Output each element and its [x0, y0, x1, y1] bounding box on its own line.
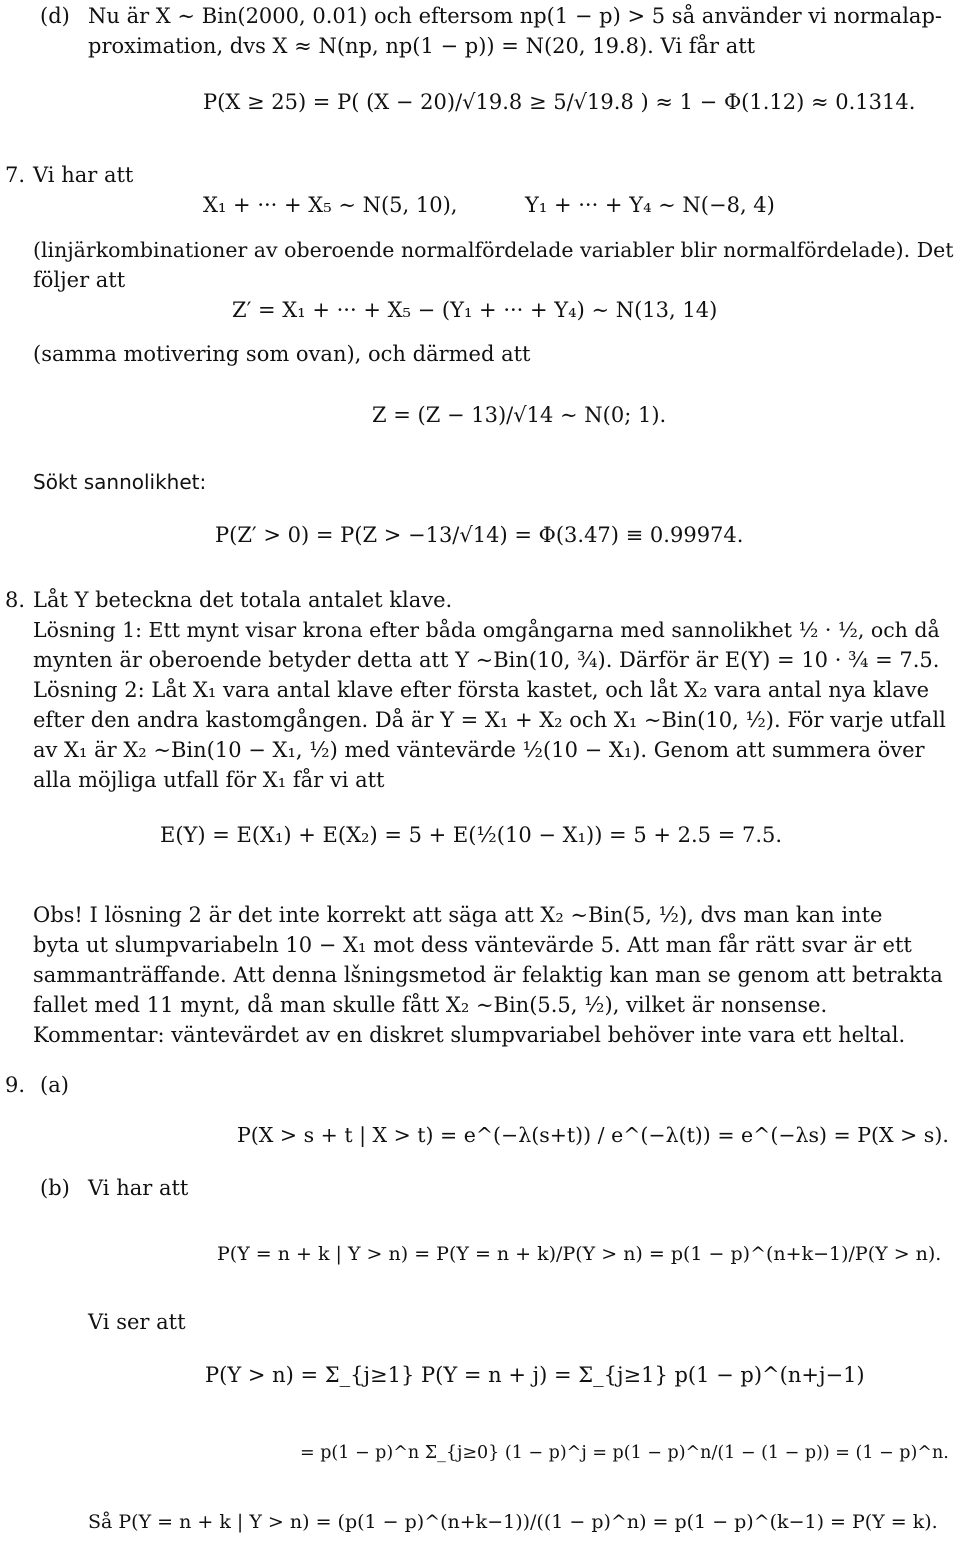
- problem-7-line-1: (linjärkombinationer av oberoende normalfördelade variabler blir normalfördelade). Det: [33, 238, 954, 262]
- problem-8-line-1: Låt Y beteckna det totala antalet klave.: [33, 588, 453, 612]
- problem-7-intro: Vi har att: [33, 163, 134, 187]
- problem-7-eq-4: Z = (Z − 13)/√14 ∼ N(0; 1).: [372, 403, 667, 427]
- problem-d-line-2: proximation, dvs X ≈ N(np, np(1 − p)) = N(20, 19.8). Vi får att: [88, 34, 756, 58]
- problem-9b-intro: Vi har att: [88, 1176, 189, 1200]
- problem-9b-eq-3: = p(1 − p)^n Σ_{j≥0} (1 − p)^j = p(1 − p)^n/(1 − (1 − p)) = (1 − p)^n.: [300, 1443, 949, 1463]
- problem-8-number: 8.: [5, 588, 26, 612]
- problem-9b-eq-2: P(Y > n) = Σ_{j≥1} P(Y = n + j) = Σ_{j≥1} p(1 − p)^(n+j−1): [205, 1363, 865, 1387]
- problem-d-line-1: Nu är X ∼ Bin(2000, 0.01) och eftersom np(1 − p) > 5 så använder vi normalap-: [88, 4, 942, 28]
- problem-8-line-3: mynten är oberoende betyder detta att Y ∼Bin(10, ¾). Därför är E(Y) = 10 · ¾ = 7.5.: [33, 648, 940, 672]
- comment-line: Kommentar: väntevärdet av en diskret slumpvariabel behöver inte vara ett heltal.: [33, 1023, 906, 1047]
- problem-7-eq-2: Y₁ + ··· + Y₄ ∼ N(−8, 4): [525, 193, 775, 217]
- problem-8-line-4: Lösning 2: Låt X₁ vara antal klave efter första kastet, och låt X₂ vara antal nya klave: [33, 678, 930, 702]
- problem-9-number: 9.: [5, 1073, 26, 1097]
- obs-line-3: sammanträffande. Att denna lšningsmetod är felaktig kan man se genom att betrakta: [33, 963, 943, 987]
- problem-8-equation: E(Y) = E(X₁) + E(X₂) = 5 + E(½(10 − X₁)) = 5 + 2.5 = 7.5.: [160, 823, 783, 847]
- obs-line-1: Obs! I lösning 2 är det inte korrekt att säga att X₂ ∼Bin(5, ½), dvs man kan inte: [33, 903, 883, 927]
- problem-7-eq-3: Z′ = X₁ + ··· + X₅ − (Y₁ + ··· + Y₄) ∼ N(13, 14): [232, 298, 718, 322]
- problem-7-line-3: (samma motivering som ovan), och därmed att: [33, 342, 531, 366]
- problem-7-line-2: följer att: [33, 268, 126, 292]
- problem-8-line-6: av X₁ är X₂ ∼Bin(10 − X₁, ½) med väntevärde ½(10 − X₁). Genom att summera över: [33, 738, 925, 762]
- problem-8-line-5: efter den andra kastomgången. Då är Y = X₁ + X₂ och X₁ ∼Bin(10, ½). För varje utfall: [33, 708, 946, 732]
- problem-9b-label: (b): [40, 1176, 70, 1200]
- problem-d-label: (d): [40, 4, 70, 28]
- problem-8-line-7: alla möjliga utfall för X₁ får vi att: [33, 768, 385, 792]
- problem-d-equation: P(X ≥ 25) = P( (X − 20)/√19.8 ≥ 5/√19.8 ) ≈ 1 − Φ(1.12) ≈ 0.1314.: [203, 90, 916, 114]
- problem-9b-see: Vi ser att: [88, 1310, 186, 1334]
- sought-probability-label: Sökt sannolikhet:: [33, 470, 207, 494]
- problem-9a-label: (a): [40, 1073, 69, 1097]
- problem-7-number: 7.: [5, 163, 26, 187]
- problem-9b-conclusion: Så P(Y = n + k | Y > n) = (p(1 − p)^(n+k−1))/((1 − p)^n) = p(1 − p)^(k−1) = P(Y = k).: [88, 1511, 938, 1533]
- problem-7-eq-1: X₁ + ··· + X₅ ∼ N(5, 10),: [203, 193, 458, 217]
- problem-8-line-2: Lösning 1: Ett mynt visar krona efter båda omgångarna med sannolikhet ½ · ½, och då: [33, 618, 940, 642]
- problem-7-eq-5: P(Z′ > 0) = P(Z > −13/√14) = Φ(3.47) ≡ 0.99974.: [215, 523, 744, 547]
- problem-9a-equation: P(X > s + t | X > t) = e^(−λ(s+t)) / e^(−λ(t)) = e^(−λs) = P(X > s).: [237, 1123, 949, 1147]
- obs-line-2: byta ut slumpvariabeln 10 − X₁ mot dess väntevärde 5. Att man får rätt svar är ett: [33, 933, 912, 957]
- obs-line-4: fallet med 11 mynt, då man skulle fått X₂ ∼Bin(5.5, ½), vilket är nonsense.: [33, 993, 828, 1017]
- problem-9b-eq-1: P(Y = n + k | Y > n) = P(Y = n + k)/P(Y > n) = p(1 − p)^(n+k−1)/P(Y > n).: [217, 1243, 942, 1265]
